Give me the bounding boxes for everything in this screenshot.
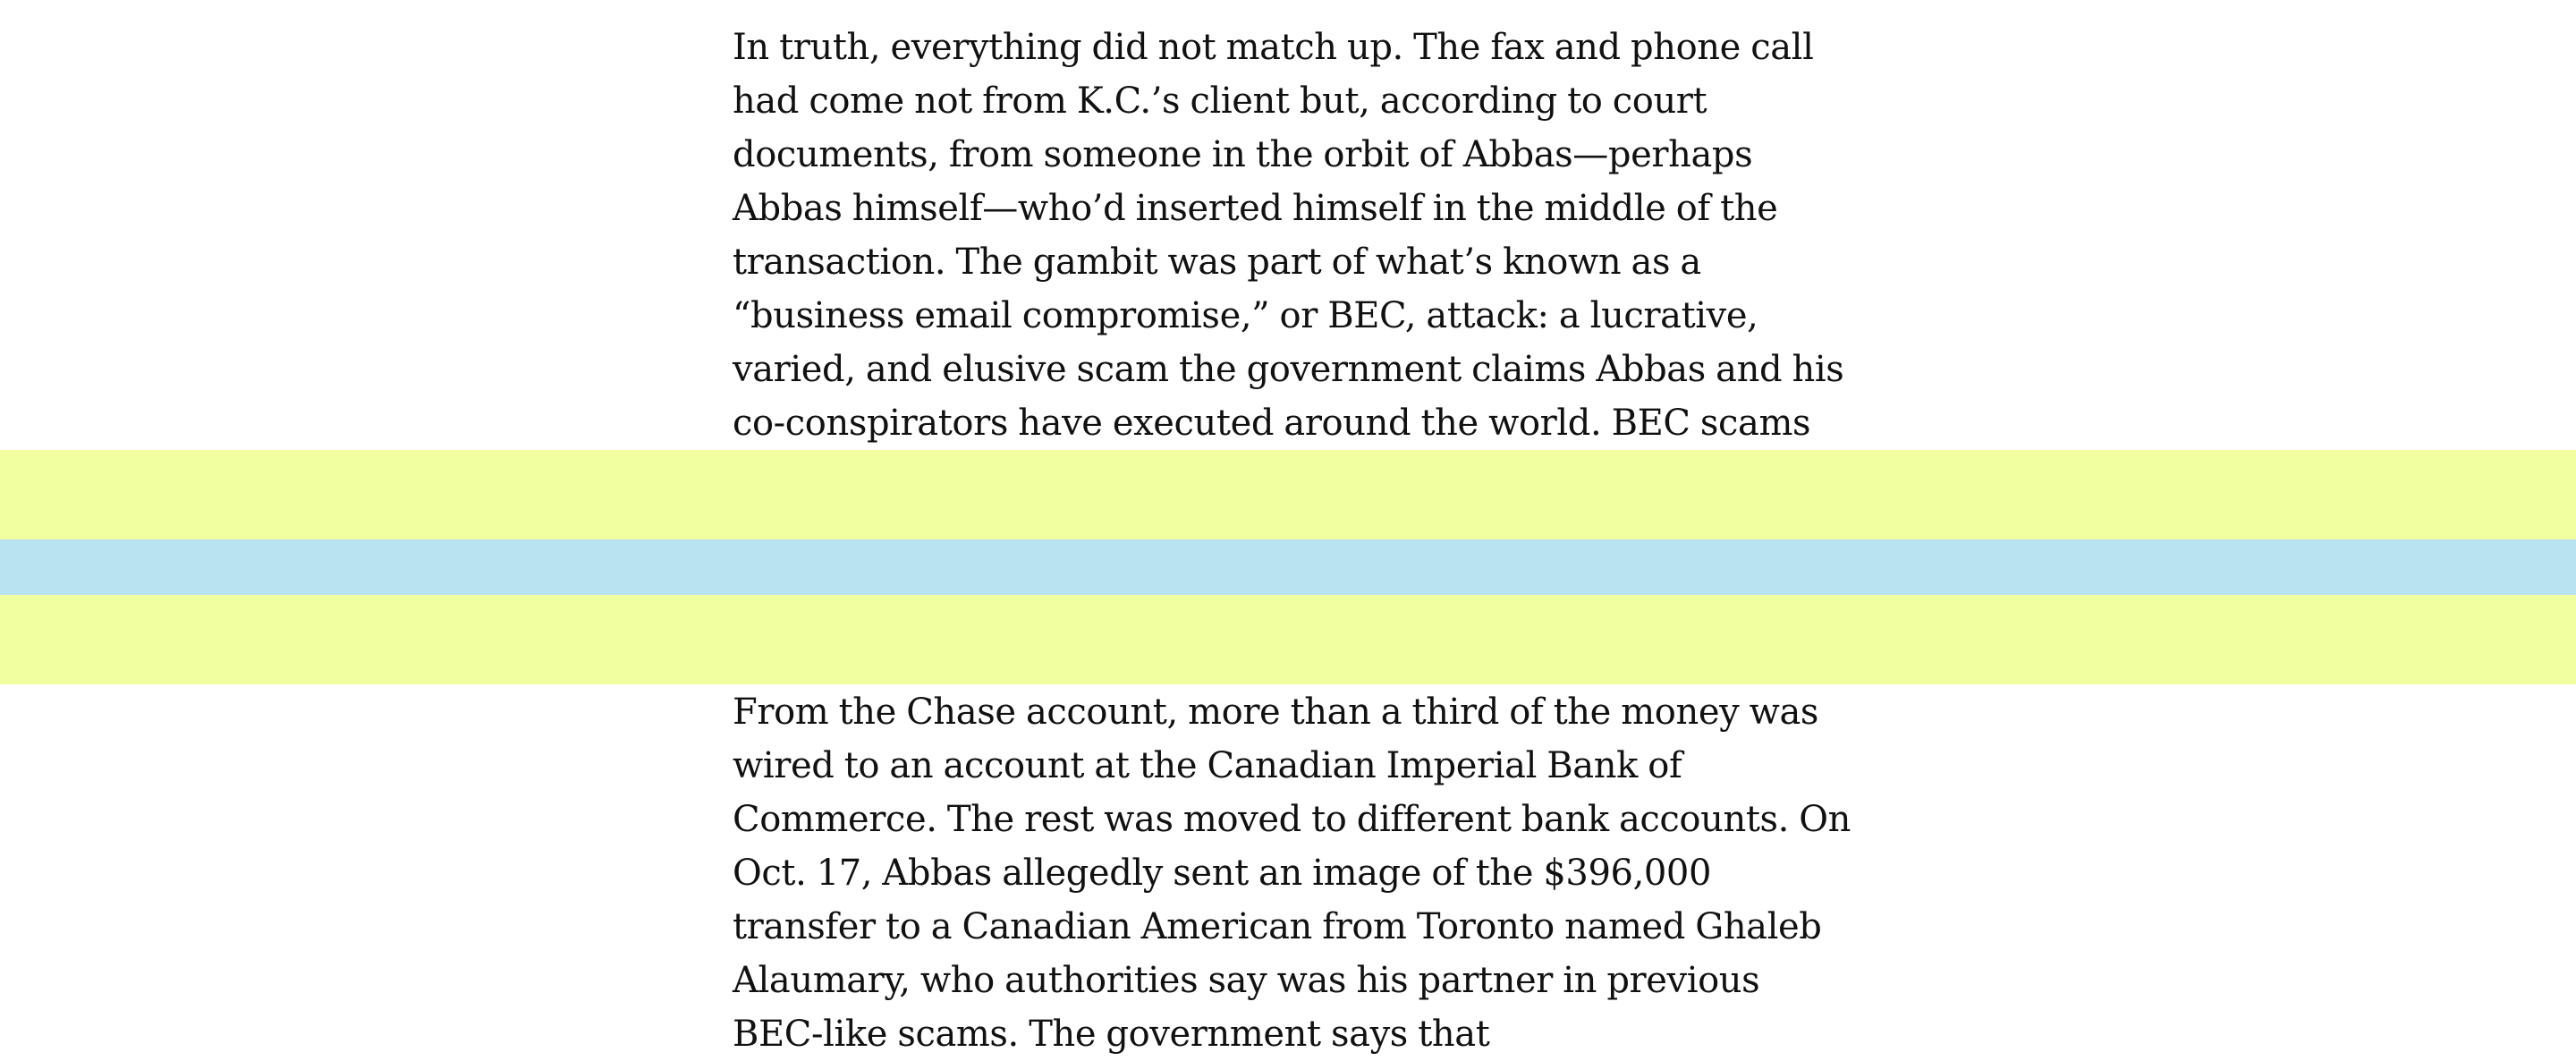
divider-band-blue — [0, 539, 2576, 595]
divider-band-yellow-top — [0, 450, 2576, 539]
article-paragraph-bottom: From the Chase account, more than a third of the money was wired to an account at the Canadian Imperial Bank of Commerce. The rest was moved to different bank accounts. On Oct. 17, Abbas allegedly sent an image of the $396,000 transfer to a Canadian American from Toronto named Ghaleb Alaumary, who authorities say was his partner in previous BEC-like scams. The government says that — [733, 692, 1852, 1055]
divider-band-yellow-bottom — [0, 595, 2576, 684]
article-paragraph-top: In truth, everything did not match up. The fax and phone call had come not from K.C.’s client but, according to court documents, from someone in the orbit of Abbas—perhaps Abbas himself—who’d inserted himself in the middle of the transaction. The gambit was part of what’s known as a “business email compromise,” or BEC, attack: a lucrative, varied, and elusive scam the government claims Abbas and his co-conspirators have executed around the world. BEC scams — [733, 27, 1844, 444]
